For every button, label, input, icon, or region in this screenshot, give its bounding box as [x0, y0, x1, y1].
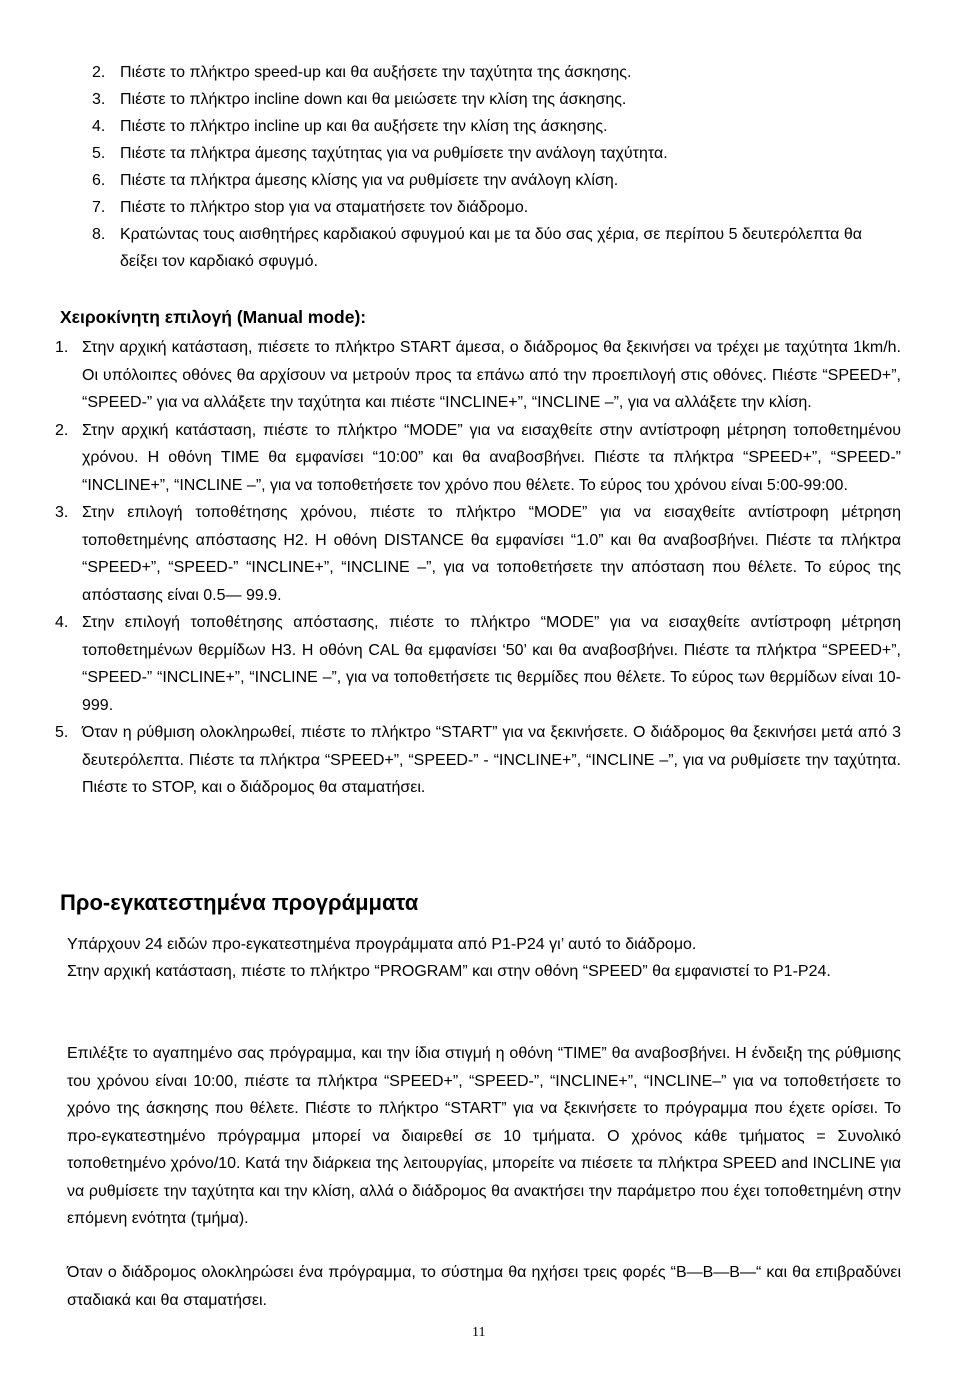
list-item-text: Στην επιλογή τοποθέτησης απόστασης, πιέστε το πλήκτρο “MODE” για να εισαχθείτε αντίστροφη μέτρηση τοποθετημένων θερμίδων H3. Η οθόνη CAL θα εμφανίσει ‘50’ και θα αναβοσβήνει. Πιέστε τα πλήκτρα “SPEED+”, “SPEED-” “INCLINE+”, “INCLINE –”, για να τοποθετήσετε τις θερμίδες που θέλετε. Το εύρος των θερμίδων είναι 10-999.: [82, 614, 901, 714]
list-item-text: Στην αρχική κατάσταση, πιέσετε το πλήκτρο START άμεσα, ο διάδρομος θα ξεκινήσει να τρέχει με ταχύτητα 1km/h. Οι υπόλοιπες οθόνες θα αρχίσουν να μετρούν προς τα επάνω από την προεπιλογή στις οθόνες. Πιέστε “SPEED+”, “SPEED-” για να αλλάξετε την ταχύτητα και πιέστε “INCLINE+”, “INCLINE –”, για να αλλάξετε την κλίση.: [82, 339, 901, 411]
list-number: 3.: [55, 504, 69, 521]
list-item-text: Πιέστε το πλήκτρο incline down και θα μειώσετε την κλίση της άσκησης.: [120, 91, 627, 108]
list-item-text: Κρατώντας τους αισθητήρες καρδιακού σφυγμού και με τα δύο σας χέρια, σε περίπου 5 δευτερόλεπτα θα δείξει τον καρδιακό σφυγμό.: [120, 226, 862, 270]
list-number: 3.: [92, 91, 106, 108]
list-item: [92, 86, 872, 113]
list-item-text: Στην επιλογή τοποθέτησης χρόνου, πιέστε το πλήκτρο “MODE” για να εισαχθείτε αντίστροφη μέτρηση τοποθετημένης απόστασης H2. Η οθόνη DISTANCE θα εμφανίσει “1.0” και θα αναβοσβήνει. Πιέστε τα πλήκτρα “SPEED+”, “SPEED-” “INCLINE+”, “INCLINE –”, για να τοποθετήσετε την απόσταση που θέλετε. Το εύρος της απόστασης είναι 0.5— 99.9.: [82, 504, 901, 604]
list-item-text: Όταν η ρύθμιση ολοκληρωθεί, πιέστε το πλήκτρο “START” για να ξεκινήσετε. Ο διάδρομος θα ξεκινήσει μετά από 3 δευτερόλεπτα. Πιέστε τα πλήκτρα “SPEED+”, “SPEED-” - “INCLINE+”, “INCLINE –”, για να ρυθμίσετε την ταχύτητα. Πιέστε το STOP, και ο διάδρομος θα σταματήσει.: [82, 724, 901, 796]
list-item: [92, 59, 872, 86]
list-number: 7.: [92, 199, 106, 216]
list-number: 4.: [92, 118, 106, 135]
list-item: [55, 499, 901, 609]
list-item-text: Πιέστε το πλήκτρο incline up και θα αυξήσετε την κλίση της άσκησης.: [120, 118, 608, 135]
list-item-text: Πιέστε το πλήκτρο stop για να σταματήσετε τον διάδρομο.: [120, 199, 529, 216]
presets-heading: Προ-εγκατεστημένα προγράμματα: [60, 890, 419, 915]
manual-steps-list: [55, 334, 901, 802]
list-number: 5.: [55, 724, 69, 741]
page-number: 11: [472, 1325, 486, 1340]
list-number: 8.: [92, 226, 106, 243]
list-item-text: Πιέστε το πλήκτρο speed-up και θα αυξήσετε την ταχύτητα της άσκησης.: [120, 64, 632, 81]
list-number: 4.: [55, 614, 69, 631]
list-number: 5.: [92, 145, 106, 162]
list-item: [55, 609, 901, 719]
presets-paragraph: Στην αρχική κατάσταση, πιέστε το πλήκτρο “PROGRAM” και στην οθόνη “SPEED” θα εμφανιστεί το P1-P24.: [67, 963, 831, 980]
list-item: [55, 334, 901, 417]
list-number: 2.: [55, 421, 69, 439]
presets-paragraph: Επιλέξτε το αγαπημένο σας πρόγραμμα, και την ίδια στιγμή η οθόνη “TIME” θα αναβοσβήνει. Η ένδειξη της ρύθμισης του χρόνου είναι 10:00, πιέστε τα πλήκτρα “SPEED+”, “SPEED-”, “INCLINE+”, “INCLINE–” για να τοποθετήσετε το χρόνο της άσκησης που θέλετε. Πιέστε το πλήκτρο “START” για να ξεκινήσετε το πρόγραμμα που έχετε ορίσει. Το προ-εγκατεστημένο πρόγραμμα μπορεί να διαιρεθεί σε 10 τμήματα. Ο χρόνος κάθε τμήματος = Συνολικό τοποθετημένο χρόνο/10. Κατά την διάρκεια της λειτουργίας, μπορείτε να πιέσετε τα πλήκτρα SPEED and INCLINE για να ρυθμίσετε την ταχύτητα και την κλίση, αλλά ο διάδρομος θα ανακτήσει την παράμετρο που έχει τοποθετημένη στην επόμενη ενότητα (τμήμα).: [67, 1045, 901, 1227]
list-item: [92, 113, 872, 140]
presets-paragraph: Υπάρχουν 24 ειδών προ-εγκατεστημένα προγράμματα από P1-P24 γι’ αυτό το διάδρομο.: [67, 936, 697, 953]
list-item: [92, 194, 872, 221]
steps-list-top: [92, 59, 872, 275]
list-item: [55, 417, 901, 500]
list-item-text: Στην αρχική κατάσταση, πιέστε το πλήκτρο “MODE” για να εισαχθείτε στην αντίστροφη μέτρηση τοποθετημένου χρόνου. Η οθόνη TIME θα εμφανίσει “10:00” και θα αναβοσβήνει. Πιέστε τα πλήκτρα “SPEED+”, “SPEED-” “INCLINE+”, “INCLINE –”, για να τοποθετήσετε τον χρόνο που θέλετε. Το εύρος του χρόνου είναι 5:00-99:00.: [82, 421, 901, 494]
list-item: [55, 719, 901, 802]
list-number: 2.: [92, 64, 106, 81]
list-item-text: Πιέστε τα πλήκτρα άμεσης κλίσης για να ρυθμίσετε την ανάλογη κλίση.: [120, 172, 619, 189]
manual-mode-heading: Χειροκίνητη επιλογή (Manual mode):: [60, 307, 367, 327]
list-item-text: Πιέστε τα πλήκτρα άμεσης ταχύτητας για να ρυθμίσετε την ανάλογη ταχύτητα.: [120, 145, 668, 162]
presets-paragraph: Όταν ο διάδρομος ολοκληρώσει ένα πρόγραμμα, το σύστημα θα ηχήσει τρεις φορές “B—B—B—“ και θα επιβραδύνει σταδιακά και θα σταματήσει.: [67, 1264, 901, 1309]
list-item: [92, 167, 872, 194]
list-item: [92, 221, 872, 275]
list-number: 6.: [92, 172, 106, 189]
list-number: 1.: [55, 339, 69, 356]
list-item: [92, 140, 872, 167]
